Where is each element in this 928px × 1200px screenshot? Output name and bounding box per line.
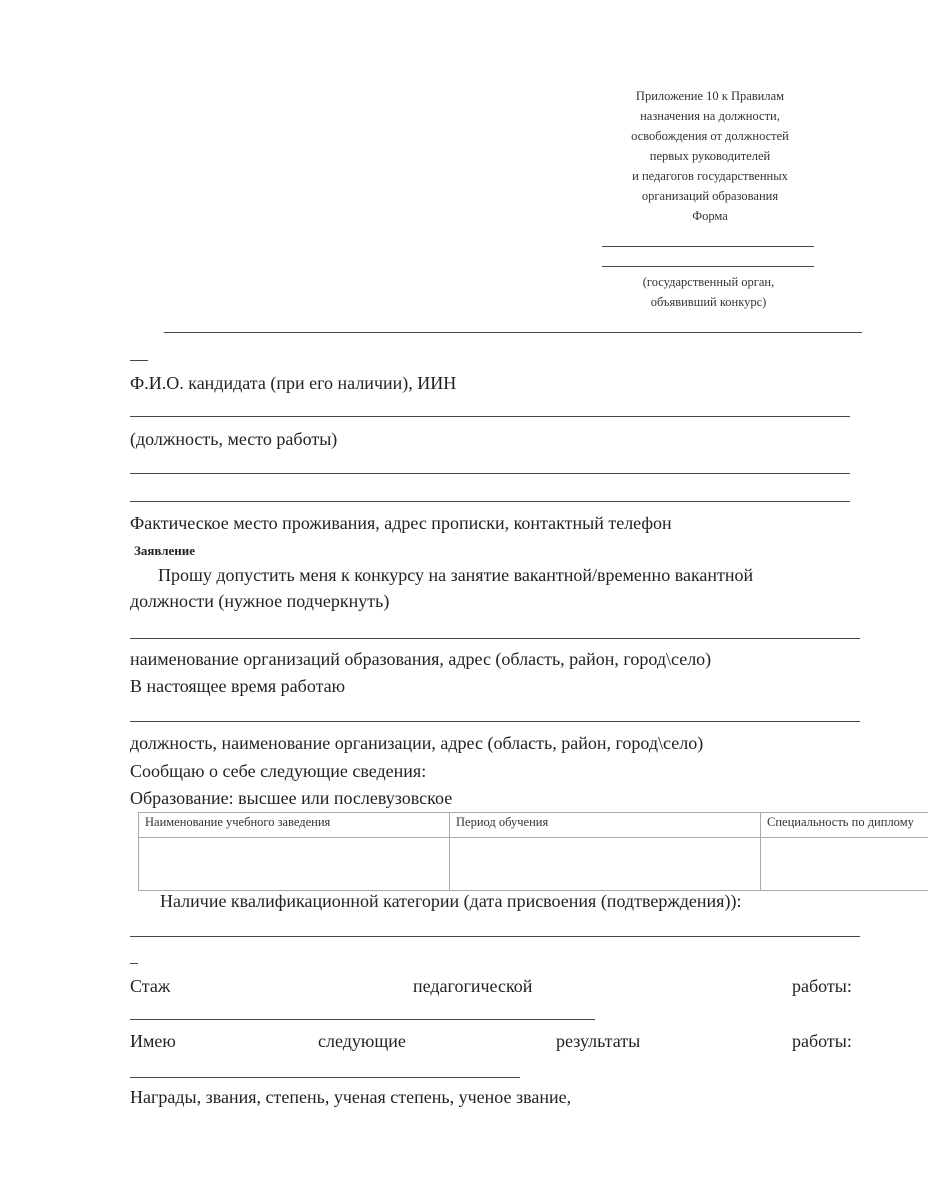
- appendix-line: Приложение 10 к Правилам: [635, 89, 785, 103]
- job-label: должность, наименование организации, адрес (область, район, город\село): [130, 733, 704, 753]
- form-label: Форма: [692, 209, 728, 223]
- appendix-line: первых руководителей: [649, 149, 771, 163]
- organization-blank-line[interactable]: [130, 638, 860, 639]
- table-header-row: [139, 813, 928, 838]
- table-row: [139, 838, 928, 891]
- organ-caption-line: (государственный орган,: [642, 275, 775, 289]
- organ-blank-line-1[interactable]: [602, 246, 814, 247]
- results-word-1: Имею: [130, 1031, 176, 1051]
- fio-blank-line-tail: [130, 360, 148, 361]
- position-blank-line[interactable]: [130, 416, 850, 417]
- appendix-line: назначения на должности,: [640, 109, 780, 123]
- organ-caption-line: объявивший конкурс): [650, 295, 767, 309]
- education-text: Образование: высшее или послевузовское: [130, 788, 453, 808]
- organ-blank-line-2[interactable]: [602, 266, 814, 267]
- request-text-line-2: должности (нужное подчеркнуть): [130, 591, 390, 611]
- education-table: [138, 812, 928, 891]
- results-word-2: следующие: [318, 1031, 406, 1051]
- appendix-line: организаций образования: [641, 189, 779, 203]
- address-blank-line-1[interactable]: [130, 473, 850, 474]
- experience-word-1: Стаж: [130, 976, 171, 996]
- experience-blank-line[interactable]: [130, 1019, 595, 1020]
- results-word-4: работы:: [792, 1031, 852, 1051]
- position-label: (должность, место работы): [130, 429, 338, 449]
- table-header-period: Период обучения: [450, 813, 761, 838]
- category-blank-line-tail: [130, 963, 138, 964]
- address-label: Фактическое место проживания, адрес прописки, контактный телефон: [130, 513, 672, 533]
- table-header-institution: Наименование учебного заведения: [139, 813, 450, 838]
- table-header-specialty: Специальность по диплому: [761, 813, 928, 838]
- results-word-3: результаты: [556, 1031, 641, 1051]
- awards-text: Награды, звания, степень, ученая степень, ученое звание,: [130, 1087, 572, 1107]
- fio-label: Ф.И.О. кандидата (при его наличии), ИИН: [130, 373, 457, 393]
- request-text-line-1: Прошу допустить меня к конкурсу на занятие вакантной/временно вакантной: [158, 565, 754, 585]
- about-me-text: Сообщаю о себе следующие сведения:: [130, 761, 427, 781]
- table-cell-period[interactable]: [450, 838, 761, 891]
- organ-caption: [596, 272, 821, 312]
- table-cell-institution[interactable]: [139, 838, 450, 891]
- experience-word-3: работы:: [792, 976, 852, 996]
- appendix-note: [575, 86, 845, 226]
- fio-blank-line[interactable]: [164, 332, 862, 333]
- results-blank-line[interactable]: [130, 1077, 520, 1078]
- experience-word-2: педагогической: [413, 976, 533, 996]
- address-blank-line-2[interactable]: [130, 501, 850, 502]
- job-blank-line[interactable]: [130, 721, 860, 722]
- appendix-line: освобождения от должностей: [631, 129, 789, 143]
- organization-label: наименование организаций образования, адрес (область, район, город\село): [130, 649, 712, 669]
- currently-working-text: В настоящее время работаю: [130, 676, 346, 696]
- table-cell-specialty[interactable]: [761, 838, 928, 891]
- category-text: Наличие квалификационной категории (дата присвоения (подтверждения)):: [160, 891, 742, 911]
- document-title: Заявление: [134, 543, 196, 558]
- appendix-line: и педагогов государственных: [632, 169, 788, 183]
- category-blank-line[interactable]: [130, 936, 860, 937]
